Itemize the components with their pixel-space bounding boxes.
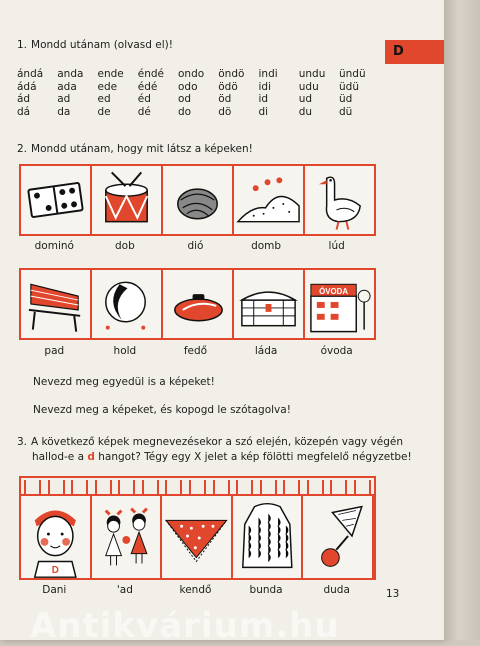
picture-label: Dani	[42, 584, 67, 596]
syllable: ede	[97, 80, 118, 93]
picture-strip-1	[19, 164, 376, 236]
section-tab	[385, 40, 444, 64]
exercise-number: 1.	[17, 39, 28, 51]
syllable: üdü	[339, 80, 359, 93]
syllable: öd	[218, 93, 232, 105]
syllable: ádá	[17, 80, 37, 93]
kindergarten-picture	[305, 270, 374, 338]
boy-picture	[21, 496, 92, 578]
syllable: do	[178, 105, 192, 118]
lid-picture	[163, 270, 234, 338]
syllable: dö	[218, 105, 232, 118]
picture-label: hold	[113, 345, 137, 357]
moon-picture	[92, 270, 163, 338]
picture-label: lúd	[328, 240, 345, 252]
syllable: üd	[339, 93, 353, 105]
exercise-1-heading	[17, 39, 173, 51]
picture-label: óvoda	[320, 345, 353, 357]
instruction-2: Nevezd meg a képeket, és kopogd le szótagolva!	[33, 404, 291, 416]
syllable: indi	[258, 68, 278, 80]
picture-label: fedő	[183, 345, 208, 357]
syllable: ondo	[178, 68, 205, 80]
syllable: dé	[137, 105, 151, 118]
exercise-number: 3.	[17, 436, 28, 448]
syllable-row	[17, 68, 379, 81]
fur-coat-picture	[233, 496, 304, 578]
drum-picture	[92, 166, 163, 234]
syllable: udu	[298, 80, 319, 93]
syllable: od	[178, 93, 192, 105]
syllable-row	[17, 93, 379, 106]
picture-label: domb	[251, 240, 282, 252]
syllable: dü	[339, 105, 353, 118]
domino-picture	[21, 166, 92, 234]
syllable: ud	[298, 93, 313, 105]
exercise-text: hangot? Tégy egy X jelet a kép fölötti megfelelő négyzetbe!	[94, 451, 412, 463]
syllable: de	[97, 105, 111, 118]
exercise-text: Mondd utánam, hogy mit látsz a képeken!	[31, 143, 253, 155]
syllable: öndö	[218, 68, 245, 80]
instruction-1: Nevezd meg egyedül is a képeket!	[33, 376, 215, 388]
syllable: ad	[57, 93, 71, 105]
picture-label: 'ad	[116, 584, 133, 596]
syllable: édé	[137, 80, 158, 93]
syllable: ende	[97, 68, 124, 80]
syllable: ödö	[218, 80, 238, 93]
exercise-3-line2	[32, 451, 412, 463]
answer-checkboxes	[19, 476, 376, 496]
exercise-text: Mondd utánam (olvasd el)!	[31, 39, 173, 51]
syllable: ándá	[17, 68, 44, 80]
picture-label: bunda	[249, 584, 283, 596]
exercise-2-heading	[17, 143, 253, 155]
girls-giving-picture	[92, 496, 163, 578]
picture-label: pad	[44, 345, 65, 357]
labels-row-2	[19, 345, 372, 357]
syllable: undu	[298, 68, 326, 80]
picture-label: dominó	[34, 240, 74, 252]
picture-label: dió	[187, 240, 204, 252]
picture-strip-2	[19, 268, 376, 340]
syllable: ada	[57, 80, 77, 93]
syllable: anda	[57, 68, 84, 80]
walnut-picture	[163, 166, 234, 234]
picture-label: duda	[323, 584, 350, 596]
exercise-text: hallod-e a	[32, 451, 88, 463]
book-gutter	[444, 0, 480, 640]
syllable: éd	[137, 93, 151, 105]
goose-picture	[305, 166, 374, 234]
syllable: ed	[97, 93, 111, 105]
syllable: éndé	[137, 68, 164, 80]
labels-row-3	[19, 584, 372, 596]
exercise-text: A következő képek megnevezésekor a szó elején, közepén vagy végén	[31, 436, 404, 448]
syllable: odo	[178, 80, 198, 93]
syllable: du	[298, 105, 313, 118]
page-number: 13	[386, 588, 400, 600]
bagpipe-picture	[303, 496, 374, 578]
exercise-3-heading	[17, 436, 403, 448]
syllable: dá	[17, 105, 31, 118]
picture-strip-3	[19, 494, 376, 580]
syllable: ád	[17, 93, 31, 105]
highlighted-letter: d	[87, 451, 95, 463]
syllable-row	[17, 81, 379, 94]
shirt-letter: D	[51, 565, 59, 577]
section-letter: D	[393, 44, 404, 59]
syllable: ündü	[339, 68, 366, 80]
chest-picture	[234, 270, 305, 338]
watermark: Antikvárium.hu	[30, 606, 340, 646]
exercise-number: 2.	[17, 143, 28, 155]
picture-label: dob	[115, 240, 135, 252]
picture-label: láda	[254, 345, 278, 357]
labels-row-1	[19, 240, 372, 252]
syllable: da	[57, 105, 71, 118]
syllable: di	[258, 105, 269, 118]
picture-label: kendő	[179, 584, 212, 596]
syllable-row	[17, 106, 379, 119]
scarf-picture	[162, 496, 233, 578]
syllable: idi	[258, 80, 271, 93]
syllable: id	[258, 93, 269, 105]
hill-picture	[234, 166, 305, 234]
kindergarten-sign: ÓVODA	[319, 287, 349, 297]
bench-picture	[21, 270, 92, 338]
syllable-grid	[17, 68, 379, 118]
